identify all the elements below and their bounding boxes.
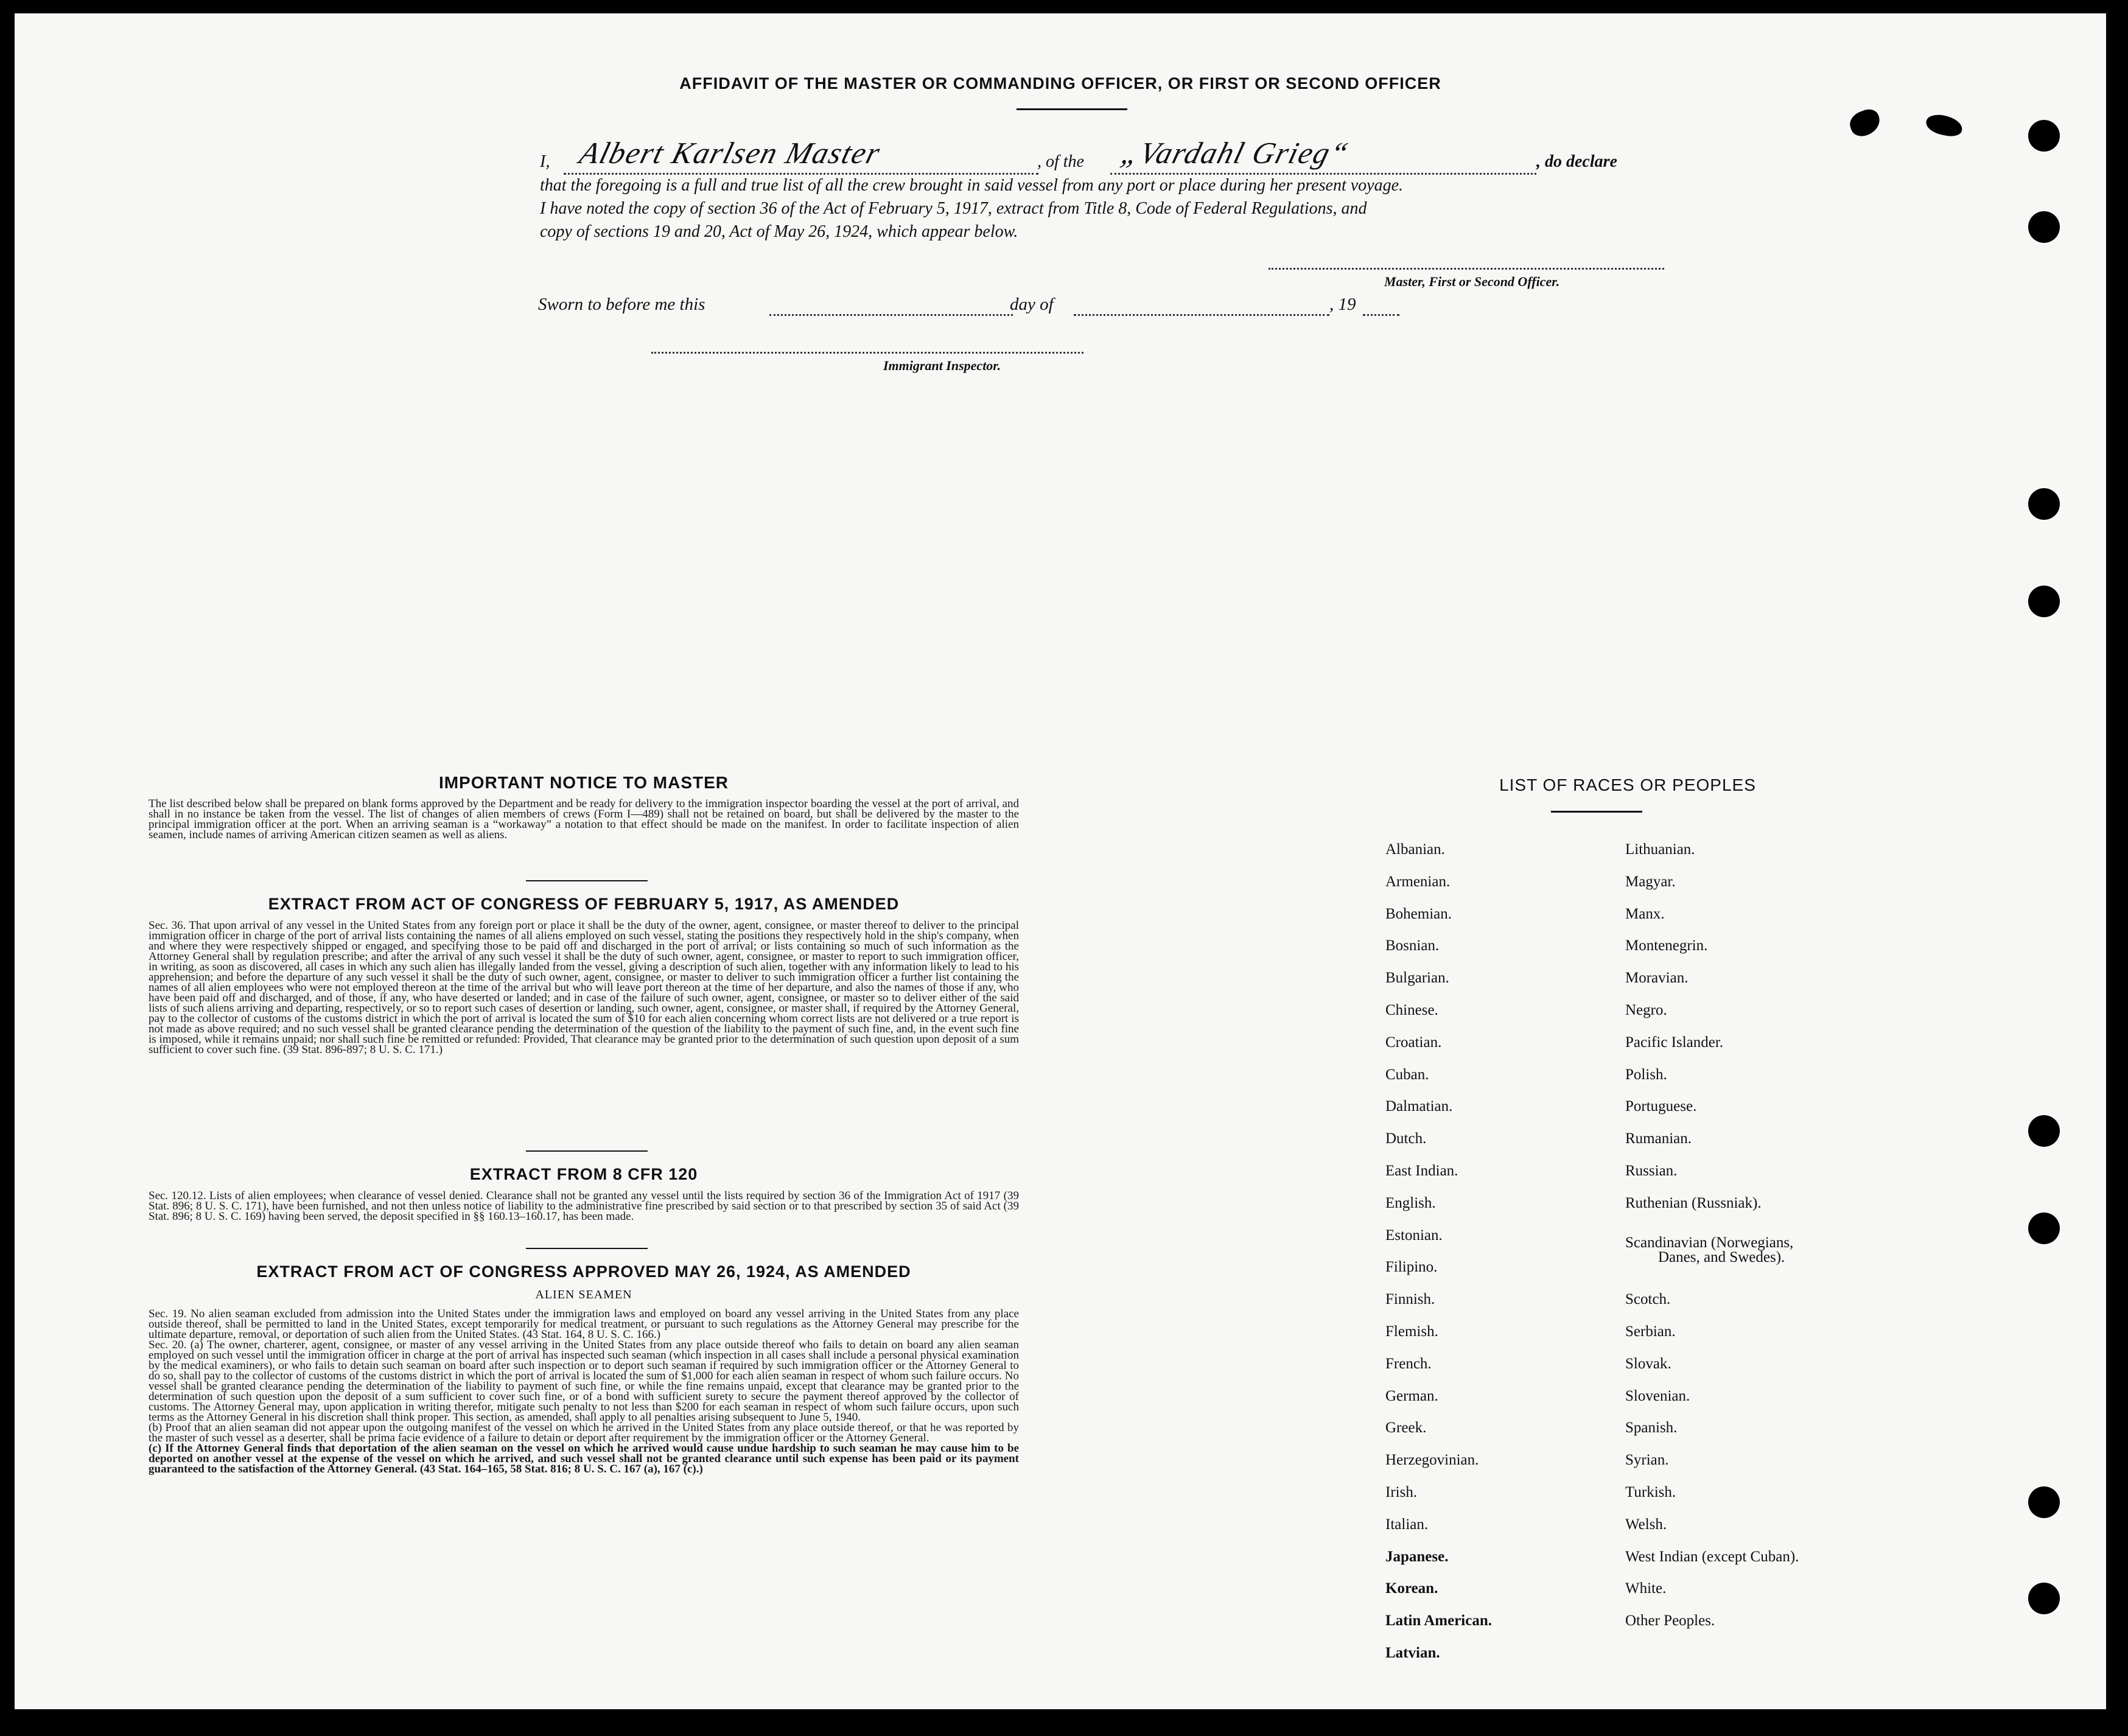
pronoun-i: I, [540, 152, 550, 171]
punch-hole [2028, 1115, 2060, 1147]
race-item: Albanian. [1385, 841, 1445, 858]
race-item: Finnish. [1385, 1291, 1435, 1308]
race-item: Magyar. [1625, 873, 1676, 890]
title-divider [1017, 108, 1127, 110]
race-item: Negro. [1625, 1002, 1667, 1018]
race-item: East Indian. [1385, 1163, 1458, 1179]
race-item: Polish. [1625, 1066, 1667, 1083]
race-item: Latin American. [1385, 1612, 1492, 1629]
sworn-year-line [1363, 314, 1399, 316]
race-item: Welsh. [1625, 1516, 1667, 1533]
race-item: Korean. [1385, 1580, 1438, 1597]
race-item: Scotch. [1625, 1291, 1671, 1308]
divider-1 [526, 880, 648, 881]
race-item: Irish. [1385, 1484, 1418, 1500]
extract-1917-title: EXTRACT FROM ACT OF CONGRESS OF FEBRUARY 5, 1917, AS AMENDED [268, 895, 900, 913]
race-item: Other Peoples. [1625, 1612, 1715, 1629]
race-item: Portuguese. [1625, 1098, 1697, 1115]
vessel-name: „Vardahl Grieg“ [1118, 136, 1353, 170]
race-item: Serbian. [1625, 1323, 1676, 1340]
race-item: Rumanian. [1625, 1130, 1692, 1147]
notice-title: IMPORTANT NOTICE TO MASTER [438, 773, 729, 792]
race-item: Slovak. [1625, 1355, 1671, 1372]
race-item: Armenian. [1385, 873, 1451, 890]
race-item: Slovenian. [1625, 1387, 1690, 1404]
ink-mark-1 [1847, 107, 1884, 140]
race-item: White. [1625, 1580, 1667, 1597]
extract-1924-title: EXTRACT FROM ACT OF CONGRESS APPROVED MAY 26, 1924, AS AMENDED [256, 1262, 911, 1281]
race-item: Croatian. [1385, 1034, 1442, 1051]
sec-20b: (b) Proof that an alien seaman did not appear upon the outgoing manifest of the vessel on which he arrived in the United States from any place outside thereof, or that he was reported by the master of such vessel as a deserter, shall be prima facie evidence of a failure to detain or deport after requirement by the immigration officer or the Attorney General. [149, 1421, 1019, 1444]
race-item: Chinese. [1385, 1002, 1438, 1018]
race-item: Moravian. [1625, 970, 1689, 987]
sec-20c: (c) If the Attorney General finds that deportation of the alien seaman on the vessel on which he arrived would cause undue hardship to such seaman he may cause him to be deported on another vessel at the expense of the vessel on which he arrived, and such vessel shall not be granted clearance until such expense has been paid or its payment guaranteed to the satisfaction of the Attorney General. (43 Stat. 164–165, 58 Stat. 816; 8 U. S. C. 167 (a), 167 (c).) [149, 1442, 1019, 1475]
race-item: Russian. [1625, 1163, 1678, 1179]
race-item: Greek. [1385, 1419, 1427, 1437]
punch-hole [2028, 1583, 2060, 1614]
signature-line [564, 173, 1038, 175]
divider-3 [526, 1248, 648, 1249]
document-sheet [15, 13, 2106, 1709]
race-item: Turkish. [1625, 1484, 1676, 1500]
race-item: Flemish. [1385, 1323, 1438, 1340]
extract-1924-subtitle: ALIEN SEAMEN [535, 1288, 632, 1301]
punch-hole [2028, 1213, 2060, 1244]
do-declare-label: , do declare [1536, 152, 1617, 171]
race-item: Dalmatian. [1385, 1098, 1453, 1115]
race-item: Latvian. [1385, 1645, 1440, 1661]
of-the-label: , of the [1037, 152, 1084, 171]
sec-19: Sec. 19. No alien seaman excluded from admission into the United States under the immigration laws and employed on board any vessel arriving in the United States from any place outside thereof, shall be permitted to land in the United States, except temporarily for medical treatment, or pursuant to such regulations as the Attorney General may prescribe for the ultimate departure, removal, or deportation of such alien from the United States. (43 Stat. 164, 8 U. S. C. 166.) [149, 1307, 1019, 1341]
sworn-month-line [1074, 314, 1329, 316]
punch-hole [2028, 1486, 2060, 1518]
race-item: Bosnian. [1385, 937, 1440, 954]
vessel-line [1110, 173, 1536, 175]
race-item: Scandinavian (Norwegians, [1625, 1234, 1794, 1251]
affidavit-line-3: I have noted the copy of section 36 of the Act of February 5, 1917, extract from Title 8, Code of Federal Regulations, and [540, 199, 1367, 218]
race-item: Ruthenian (Russniak). [1625, 1194, 1762, 1211]
race-item: German. [1385, 1387, 1438, 1404]
sworn-label: Sworn to before me this [538, 295, 705, 314]
sworn-day-line [769, 314, 1013, 316]
notice-body: The list described below shall be prepared on blank forms approved by the Department and be ready for delivery to the immigration inspector boarding the vessel at the port of arrival, and shall in no instance be taken from the vessel. The list of changes of alien members of crews (Form I—489) shall not be retained on board, but shall be delivered by the master to the principal immigration officer at the port. When an arriving seaman is a “workaway” a notation to that effect should be made on the manifest. In order to facilitate inspection of alien seamen, include names of arriving American citizen seamen as well as aliens. [149, 797, 1019, 841]
race-item: Danes, and Swedes). [1658, 1248, 1785, 1265]
race-item: Cuban. [1385, 1066, 1429, 1083]
inspector-label: Immigrant Inspector. [883, 358, 1001, 373]
race-item: Dutch. [1385, 1130, 1427, 1147]
race-item: Pacific Islander. [1625, 1034, 1724, 1051]
day-of-label: day of [1010, 295, 1054, 314]
race-item: Spanish. [1625, 1419, 1678, 1437]
race-item: Filipino. [1385, 1259, 1438, 1276]
affidavit-line-2: that the foregoing is a full and true list of all the crew brought in said vessel from any port or place during her present voyage. [540, 176, 1404, 195]
races-title: LIST OF RACES OR PEOPLES [1499, 775, 1756, 794]
extract-8cfr-title: EXTRACT FROM 8 CFR 120 [469, 1165, 698, 1183]
race-item: Japanese. [1385, 1548, 1449, 1565]
master-label: Master, First or Second Officer. [1384, 274, 1560, 289]
affidavit-title: AFFIDAVIT OF THE MASTER OR COMMANDING OFFICER, OR FIRST OR SECOND OFFICER [679, 74, 1441, 93]
race-item: Syrian. [1625, 1452, 1669, 1469]
extract-1924-body [149, 1309, 1019, 1474]
race-item: Montenegrin. [1625, 937, 1708, 954]
race-item: French. [1385, 1355, 1432, 1372]
affidavit-line-4: copy of sections 19 and 20, Act of May 26, 1924, which appear below. [540, 222, 1018, 241]
race-item: West Indian (except Cuban). [1625, 1548, 1799, 1565]
punch-hole [2028, 120, 2060, 152]
race-item: Bulgarian. [1385, 970, 1449, 987]
sec-20a: Sec. 20. (a) The owner, charterer, agent, consignee, or master of any vessel arriving in the United States from any place outside thereof who fails to detain on board any alien seaman employed on such vessel until the immigration officer in charge at the port of arrival has inspected such seaman (which inspection in all cases shall include a personal physical examination by the medical examiners), or who fails to detain such seaman on board after such inspection or to deport such seaman if required by such immigration officer or the Attorney General to do so, shall pay to the collector of customs of the customs district in which the port of arrival is located the sum of $1,000 for each alien seaman in respect of whom such failure occurs. No vessel shall be granted clearance pending the determination of the liability to payment of such fine, or while the fine remains unpaid, except that clearance may be granted prior to the determination of such question upon the deposit of a sum sufficient to cover such fine, or of a bond with sufficient surety to secure the payment thereof approved by the collector of customs. The Attorney General may, upon application in writing therefor, mitigate such penalty to not less than $200 for each seaman in respect of whom such failure occurs, upon such terms as the Attorney General in his discretion shall think proper. This section, as amended, shall apply to all penalties arising subsequent to June 5, 1940. [149, 1339, 1019, 1424]
divider-2 [526, 1150, 648, 1152]
races-divider [1551, 811, 1642, 813]
race-item: Bohemian. [1385, 905, 1452, 922]
extract-1917-body: Sec. 36. That upon arrival of any vessel in the United States from any foreign port or place it shall be the duty of the owner, agent, consignee, or master thereof to deliver to the principal immigration officer in charge of the port of arrival lists containing the names of all aliens employed on such vessel, stating the positions they respectively hold in the ship's company, when and where they were respectively shipped or engaged, and specifying those to be paid off and discharged in the port of arrival; or lists containing so much of such information as the Attorney General shall by regulation prescribe; and after the arrival of any such vessel it shall be the duty of such owner, agent, consignee, or master to report to such immigration officer, in writing, as soon as discovered, all cases in which any such alien has illegally landed from the vessel, giving a description of such alien, together with any information likely to lead to his apprehension; and before the departure of any such vessel it shall be the duty of such owner, agent, consignee, or master to deliver to such immigration officer a further list containing the names of all alien employees who were not employed thereon at the time of the arrival but who will leave port thereon at the time of her departure, and also the names of those if any, who have been paid off and discharged, and of those, if any, who have deserted or landed; and in case of the failure of such owner, agent, consignee, or master so to deliver either of the said lists of such aliens arriving and departing, respectively, or so to report such cases of desertion or landing, such owner, agent, consignee, or master shall, if required by the Attorney General, pay to the collector of customs of the customs district in which the port of arrival is located the sum of $10 for each alien concerning whom correct lists are not delivered or a true report is not made as above required; and no such vessel shall be granted clearance pending the determination of the question of the liability to the payment of such fine, and, in the event such fine is imposed, while it remains unpaid; nor shall such fine be remitted or refunded: Provided, That clearance may be granted prior to the determination of such question upon deposit of a sum sufficient to cover such fine. (39 Stat. 896-897; 8 U. S. C. 171.) [149, 919, 1019, 1056]
race-item: Herzegovinian. [1385, 1452, 1479, 1469]
race-item: English. [1385, 1194, 1436, 1211]
race-item: Manx. [1625, 905, 1665, 922]
inspector-signature-line [651, 352, 1083, 354]
punch-hole [2028, 488, 2060, 520]
extract-8cfr-body: Sec. 120.12. Lists of alien employees; when clearance of vessel denied. Clearance shall not be granted any vessel until the lists required by section 36 of the Immigration Act of 1917 (39 Stat. 896; 8 U. S. C. 171), have been furnished, and not then unless notice of liability to the administrative fine prescribed by said section or to that prescribed by section 35 of said Act (39 Stat. 896; 8 U. S. C. 169) having been served, the deposit specified in §§ 160.13–160.17, has been made. [149, 1189, 1019, 1223]
race-item: Estonian. [1385, 1227, 1443, 1244]
master-signature-line [1269, 268, 1664, 270]
master-signature: Albert Karlsen Master [576, 136, 885, 170]
punch-hole [2028, 211, 2060, 243]
year-prefix: , 19 [1329, 295, 1356, 314]
ink-mark-2 [1925, 113, 1964, 138]
race-item: Italian. [1385, 1516, 1429, 1533]
punch-hole [2028, 586, 2060, 617]
race-item: Lithuanian. [1625, 841, 1695, 858]
